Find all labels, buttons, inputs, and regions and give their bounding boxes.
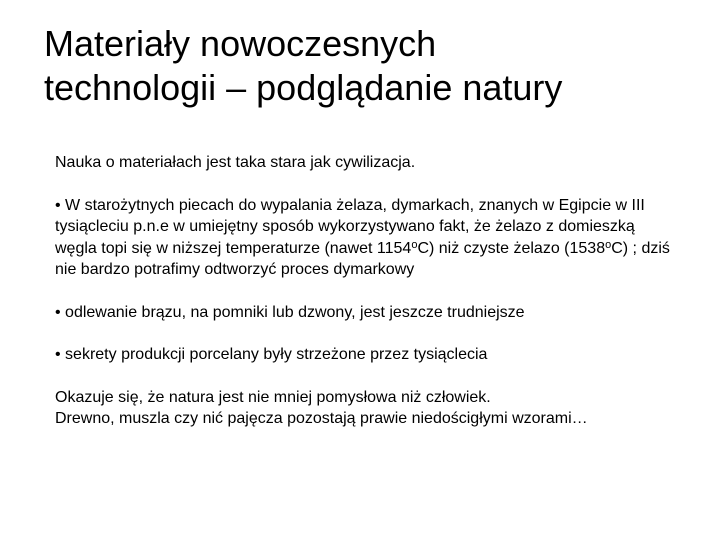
slide-body <box>55 152 675 430</box>
bullet-iron-text-a: • W starożytnych piecach do wypalania żelaza, dymarkach, znanych w Egipcie w III tysiącleciu p.n.e w umiejętny sposób wykorzystywano fakt, że żelazo z domieszką węgla topi się w niższej temperaturze (nawet 1154 <box>55 196 645 257</box>
title-line-1: Materiały nowoczesnych <box>44 23 437 64</box>
conclusion-line-1: Okazuje się, że natura jest nie mniej pomysłowa niż człowiek. <box>55 388 491 406</box>
bullet-iron-text-b: C) niż czyste żelazo (1538 <box>417 239 606 257</box>
bullet-iron-furnaces <box>55 195 675 281</box>
bullet-bronze-casting: • odlewanie brązu, na pomniki lub dzwony, jest jeszcze trudniejsze <box>55 303 525 321</box>
conclusion-line-2: Drewno, muszla czy nić pajęcza pozostają prawie niedościgłymi wzorami… <box>55 410 588 427</box>
intro-paragraph: Nauka o materiałach jest taka stara jak cywilizacja. <box>55 154 416 171</box>
title-line-2: technologii – podglądanie natury <box>44 67 563 108</box>
bullet-iron-text-c: C) ; dziś nie bardzo potrafimy odtworzyć proces dymarkowy <box>55 239 670 278</box>
degree-sup-1: o <box>411 238 418 251</box>
slide-title <box>44 22 704 110</box>
bullet-porcelain: • sekrety produkcji porcelany były strzeżone przez tysiąclecia <box>55 346 488 363</box>
degree-sup-2: o <box>605 238 612 251</box>
